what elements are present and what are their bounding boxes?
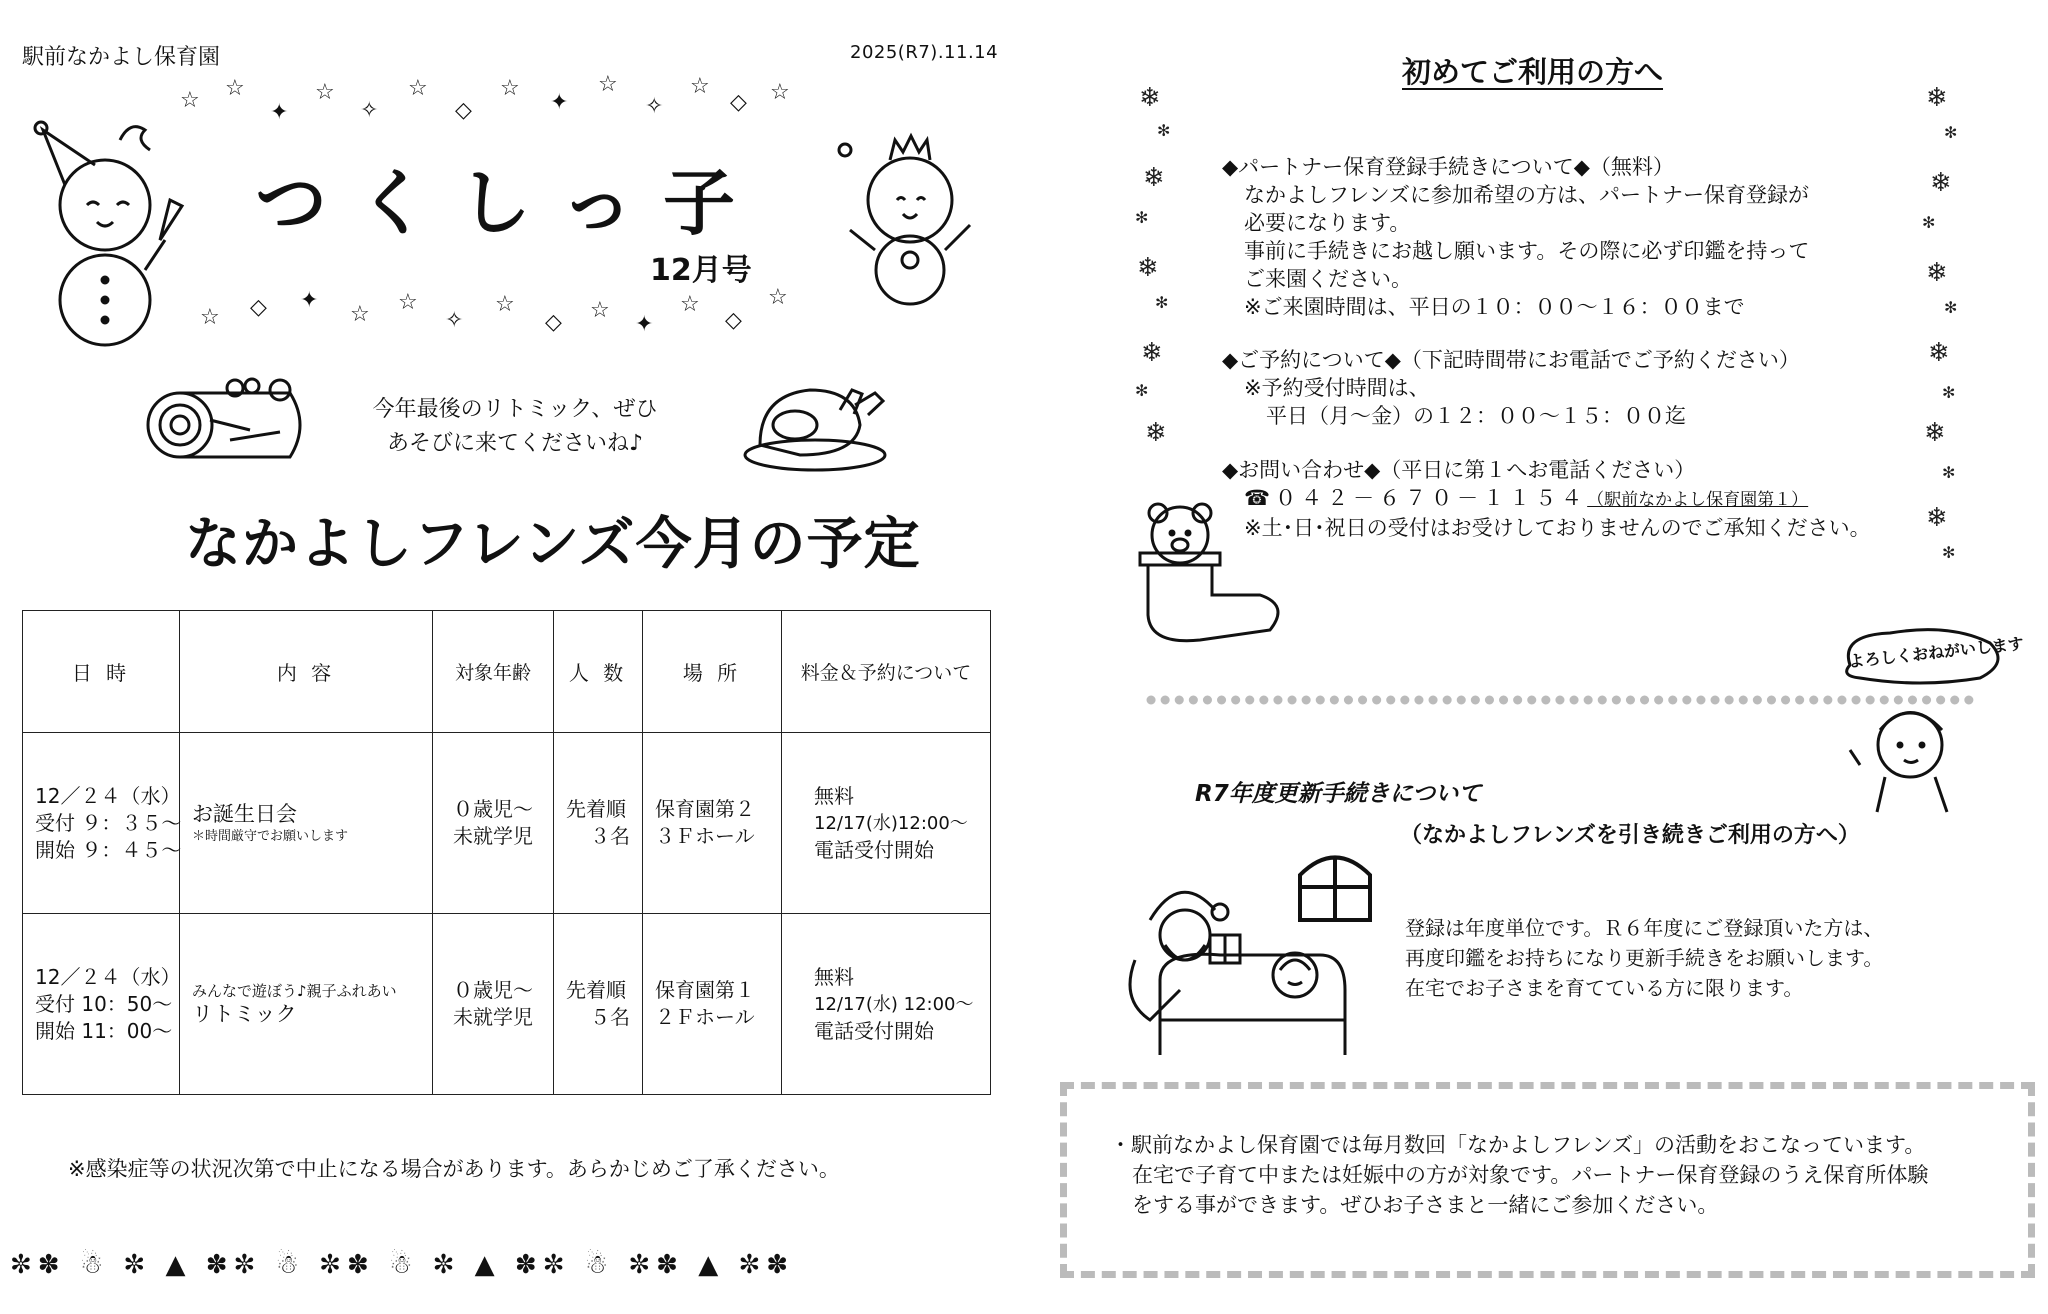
star-icon: ☆ [690, 74, 710, 99]
snowflake-icon: ❄ [1137, 253, 1159, 283]
star-icon: ☆ [500, 76, 520, 101]
snowflake-icon: ✻ [1944, 123, 1958, 142]
event-name: リトミック [192, 1001, 297, 1026]
place-cell [643, 733, 782, 914]
star-icon: ◇ [250, 295, 267, 320]
star-icon: ☆ [350, 302, 370, 327]
event-intro: みんなで遊ぼう♪親子ふれあい [192, 981, 397, 1000]
datetime-cell [23, 733, 180, 914]
newsletter-title: つくしっ子 [255, 161, 766, 245]
issue-label: 12月号 [650, 253, 752, 288]
place-cell [643, 914, 782, 1095]
event-note: ＊時間厳守でお願いします [192, 828, 349, 844]
christmas-tree-icon: ▲ [165, 1250, 192, 1280]
reception-time: 受付 10：50～ [35, 991, 173, 1016]
column-header-place: 場 所 [643, 611, 782, 733]
issue-date: 2025(R7).11.14 [850, 42, 999, 63]
renewal-text: 在宅でお子さまを育てている方に限ります。 [1405, 976, 1804, 1000]
place-text: ２Ｆホール [655, 1005, 755, 1029]
snowflake-icon: ✻ [1942, 463, 1956, 482]
yule-log-cake-icon [140, 370, 320, 470]
cancellation-note: ※感染症等の状況次第で中止になる場合があります。あらかじめご了承ください。 [68, 1157, 840, 1181]
gingerbread-icon: ☃ [389, 1250, 419, 1280]
star-icon: ◇ [455, 98, 472, 123]
fee-cell [782, 914, 991, 1095]
org-name: 駅前なかよし保育園 [22, 45, 221, 70]
reservation-info [1222, 346, 1800, 430]
weekend-note: ※土･日･祝日の受付はお受けしておりませんのでご承知ください。 [1244, 516, 1871, 540]
cake-message-line: あそびに来てくださいね♪ [386, 431, 644, 456]
gingerbread-icon: ☃ [584, 1250, 615, 1280]
snowflake-icon: ✽✼ [205, 1250, 262, 1280]
star-icon: ☆ [315, 80, 335, 105]
snowflake-icon: ✻ [1135, 208, 1149, 227]
content-cell [180, 914, 433, 1095]
start-time: 開始 11：00～ [35, 1018, 173, 1043]
renewal-text: 再度印鑑をお持ちになり更新手続きをお願いします。 [1405, 946, 1884, 970]
datetime-cell [23, 914, 180, 1095]
snowflake-icon: ✼✽ [10, 1250, 66, 1280]
schedule-heading: なかよしフレンズ今月の予定 [185, 512, 921, 577]
star-icon: ✦ [300, 288, 319, 313]
star-icon: ✧ [645, 94, 664, 119]
date-text: 12／２４（水） [35, 783, 181, 808]
snowman-icon [835, 130, 985, 310]
fee-text: 無料 [814, 964, 854, 989]
snowflake-icon: ❄ [1139, 83, 1161, 113]
column-header-content: 内 容 [180, 611, 433, 733]
age-cell [433, 733, 554, 914]
star-icon: ✧ [360, 98, 379, 123]
place-text: 保育園第１ [655, 978, 755, 1002]
star-icon: ☆ [598, 72, 618, 97]
renewal-body [1405, 913, 1883, 1003]
snowflake-icon: ✼✽ [319, 1250, 375, 1280]
reservation-method: 電話受付開始 [814, 837, 934, 862]
renewal-subtitle: （なかよしフレンズを引き続きご利用の方へ） [1400, 823, 1860, 848]
column-header-capacity: 人 数 [554, 611, 643, 733]
reservation-start: 12/17(水) 12:00～ [814, 993, 974, 1015]
cake-message [365, 393, 665, 461]
star-icon: ◇ [730, 90, 747, 115]
snowflake-icon: ✻ [1155, 293, 1169, 312]
reservation-start: 12/17(水)12:00～ [814, 812, 968, 834]
snowflake-icon: ✼✽ [628, 1250, 684, 1280]
first-time-heading: 初めてご利用の方へ [1402, 55, 1664, 89]
phone-number[interactable]: ☎０４２－６７０－１１５４ [1244, 486, 1588, 510]
renewal-text: 登録は年度単位です。Ｒ６年度にご登録頂いた方は、 [1405, 916, 1884, 940]
reservation-text: ※予約受付時間は、 [1244, 376, 1430, 400]
table-header-row [23, 611, 991, 733]
registration-text: 事前に手続きにお越し願います。その際に必ず印鑑を持って [1244, 239, 1810, 263]
registration-info [1222, 153, 1809, 321]
snowflake-icon: ✻ [1157, 121, 1171, 140]
age-text: 未就学児 [453, 824, 533, 848]
snowflake-column-right [1922, 85, 1972, 585]
star-icon: ☆ [398, 290, 418, 315]
snowflake-icon: ❄ [1143, 163, 1165, 193]
snowflake-icon: ❄ [1926, 258, 1948, 288]
capacity-cell [554, 914, 643, 1095]
snowflake-icon: ❄ [1924, 418, 1946, 448]
place-text: 保育園第２ [655, 797, 755, 821]
age-text: 未就学児 [453, 1005, 533, 1029]
snowflake-icon: ✻ [1942, 383, 1956, 402]
visit-hours: ※ご来園時間は、平日の１０：００～１６：００まで [1244, 295, 1745, 319]
friends-info-text [1110, 1130, 1928, 1220]
christmas-tree-icon: ▲ [474, 1250, 501, 1280]
age-text: ０歳児～ [453, 978, 533, 1002]
table-row [23, 733, 991, 914]
star-icon: ✧ [445, 308, 464, 333]
date-text: 12／２４（水） [35, 964, 181, 989]
snowflake-icon: ❄ [1928, 338, 1950, 368]
gingerbread-icon: ☃ [275, 1250, 305, 1280]
friends-info-line: 在宅で子育て中または妊娠中の方が対象です。パートナー保育登録のうえ保育所体験 [1132, 1163, 1929, 1187]
christmas-tree-icon: ▲ [698, 1250, 725, 1280]
contact-info [1222, 456, 1871, 542]
start-time: 開始 ９：４５～ [35, 837, 182, 862]
event-name: お誕生日会 [192, 801, 297, 826]
snowflake-icon: ❄ [1930, 168, 1952, 198]
capacity-text: 先着順 [566, 978, 626, 1002]
friends-info-line: をする事ができます。ぜひお子さまと一緒にご参加ください。 [1132, 1193, 1719, 1217]
santa-icon [1120, 870, 1360, 1060]
table-row [23, 914, 991, 1095]
snowflake-icon: ✻ [1944, 298, 1958, 317]
star-icon: ☆ [408, 76, 428, 101]
star-icon: ☆ [180, 88, 200, 113]
registration-title: ◆パートナー保育登録手続きについて◆（無料） [1222, 155, 1674, 179]
column-header-datetime: 日 時 [23, 611, 180, 733]
cake-message-line: 今年最後のリトミック、ぜひ [372, 397, 658, 422]
phone-row [1222, 484, 1871, 514]
star-icon: ☆ [495, 292, 515, 317]
column-header-fee: 料金＆予約について [782, 611, 991, 733]
place-text: ３Ｆホール [655, 824, 755, 848]
star-icon: ◇ [725, 308, 742, 333]
star-icon: ☆ [768, 285, 788, 310]
schedule-table [22, 610, 991, 1095]
snowflake-icon: ✼ [123, 1250, 152, 1280]
snowflake-icon: ✻ [1135, 381, 1149, 400]
capacity-count: ５名 [590, 1005, 630, 1029]
capacity-text: 先着順 [566, 797, 626, 821]
capacity-cell [554, 733, 643, 914]
star-icon: ☆ [225, 76, 245, 101]
age-cell [433, 914, 554, 1095]
greeting-bubble: よろしくおねがいします [1847, 633, 2025, 672]
snowflake-icon: ✼✽ [738, 1250, 795, 1280]
reception-time: 受付 ９：３５～ [35, 810, 182, 835]
snowflake-icon: ✼ [432, 1250, 461, 1280]
gingerbread-icon: ☃ [79, 1250, 110, 1280]
bear-stocking-icon [1120, 495, 1300, 655]
fee-text: 無料 [814, 783, 854, 808]
star-icon: ☆ [590, 298, 610, 323]
star-icon: ☆ [680, 292, 700, 317]
content-cell [180, 733, 433, 914]
star-icon: ☆ [770, 80, 790, 105]
snowflake-column-left [1135, 85, 1185, 465]
column-header-age: 対象年齢 [433, 611, 554, 733]
age-text: ０歳児～ [453, 797, 533, 821]
phone-facility: （駅前なかよし保育園第１） [1587, 490, 1809, 510]
star-icon: ◇ [545, 310, 562, 335]
fee-cell [782, 733, 991, 914]
snowflake-icon: ❄ [1145, 418, 1167, 448]
reservation-hours: 平日（月～金）の１２：００～１５：００迄 [1266, 404, 1686, 428]
roast-chicken-icon [740, 375, 890, 475]
star-icon: ✦ [270, 100, 289, 125]
capacity-count: ３名 [590, 824, 630, 848]
star-icon: ☆ [200, 305, 220, 330]
snowflake-icon: ✻ [1942, 543, 1956, 562]
star-icon: ✦ [635, 312, 654, 337]
renewal-title: R7年度更新手続きについて [1195, 781, 1482, 807]
snowflake-icon: ❄ [1926, 83, 1948, 113]
contact-title: ◆お問い合わせ◆（平日に第１へお電話ください） [1222, 458, 1696, 482]
star-icon: ✦ [550, 90, 569, 115]
snowflake-icon: ✽✼ [514, 1250, 571, 1280]
registration-text: ご来園ください。 [1244, 267, 1412, 291]
reservation-title: ◆ご予約について◆（下記時間帯にお電話でご予約ください） [1222, 348, 1800, 372]
snowflake-icon: ❄ [1926, 503, 1948, 533]
snowflake-icon: ❄ [1141, 338, 1163, 368]
registration-text: 必要になります。 [1244, 211, 1411, 235]
reservation-method: 電話受付開始 [814, 1018, 934, 1043]
friends-info-line: ・駅前なかよし保育園では毎月数回「なかよしフレンズ」の活動をおこなっています。 [1110, 1133, 1926, 1157]
snowman-icon [25, 110, 185, 350]
registration-text: なかよしフレンズに参加希望の方は、パートナー保育登録が [1244, 183, 1810, 207]
snowflake-icon: ✻ [1922, 213, 1936, 232]
bottom-decoration-border [10, 1250, 1000, 1300]
